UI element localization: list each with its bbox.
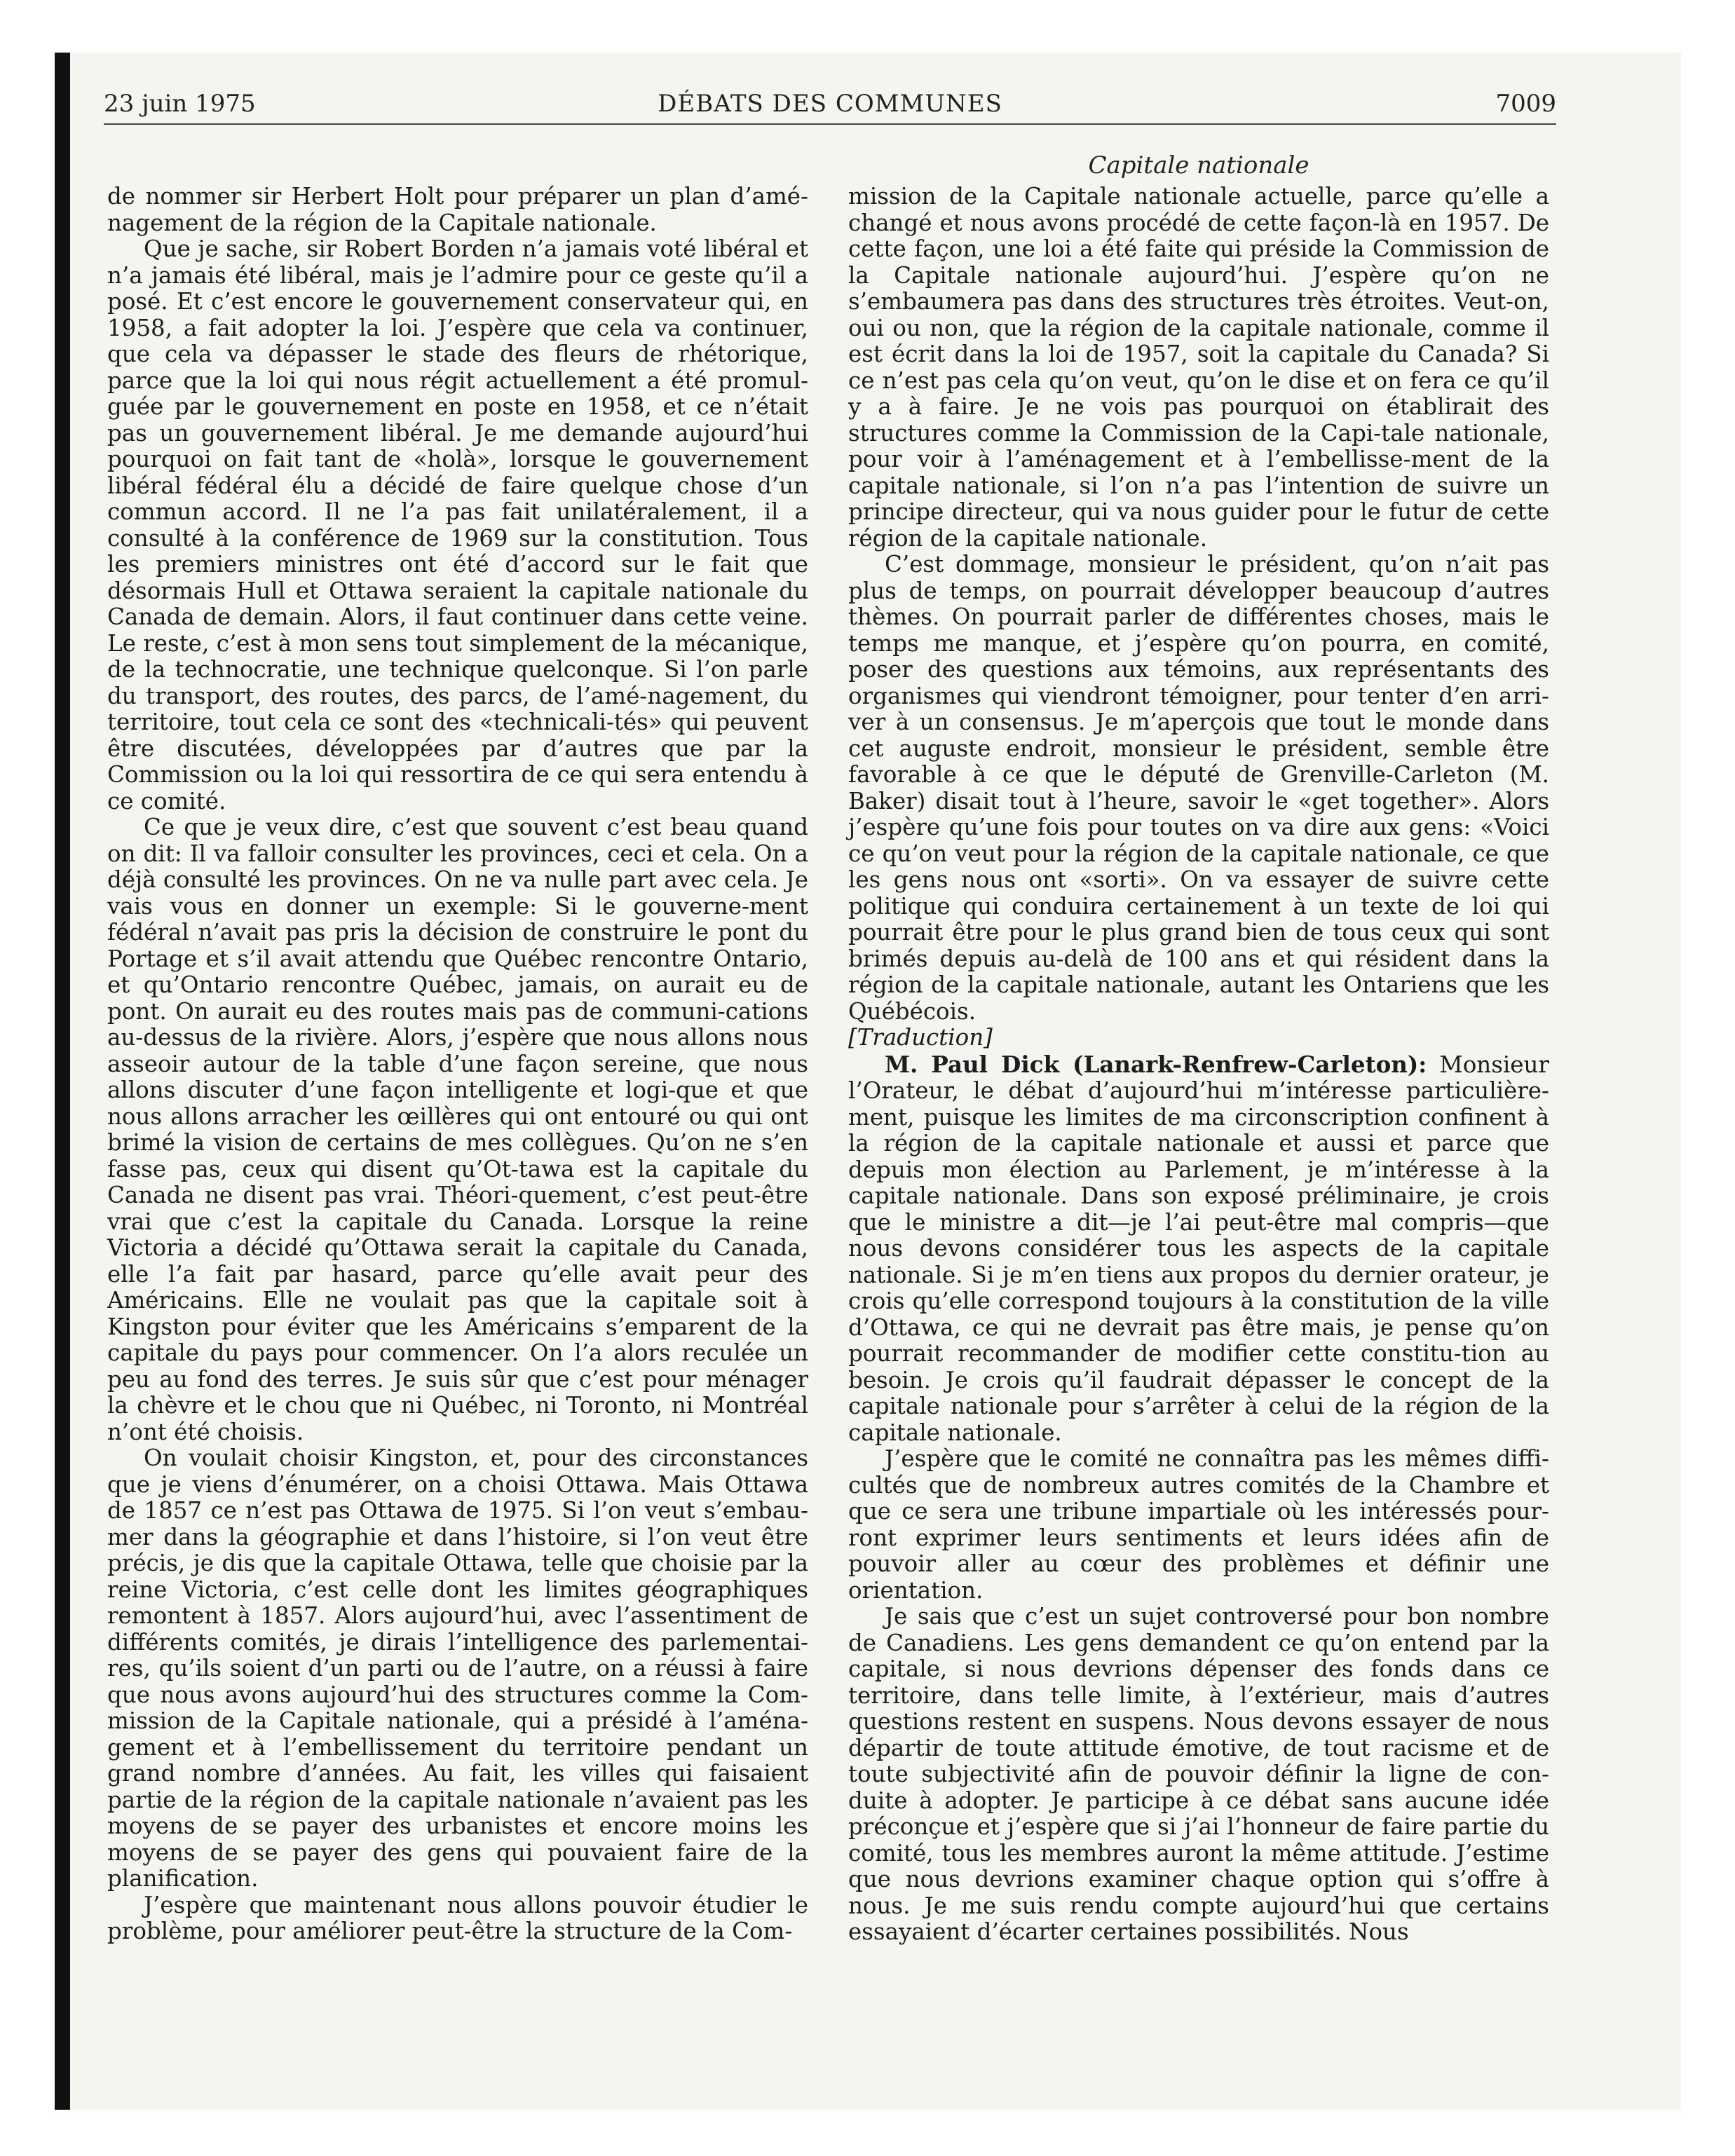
- page-header: [104, 84, 1556, 125]
- paragraph: Je sais que c’est un sujet controversé pour bon nombre de Canadiens. Les gens demandent ce qu’on entend par la capitale, si nous devrions dépenser des fonds dans ce territoire, dans telle limite, à l’extérieur, mais d’autres questions restent en suspens. Nous devons essayer de nous départir de toute attitude émotive, de tout racisme et de toute subjectivité afin de pouvoir définir la ligne de con-duite à adopter. Je participe à ce débat sans aucune idée préconçue et j’espère que si j’ai l’honneur de faire partie du comité, tous les membres auront la même attitude. J’estime que nous devrions examiner chaque option qui s’offre à nous. Je me suis rendu compte aujourd’hui que certains essayaient d’écarter certaines possibilités. Nous: [848, 1603, 1549, 1945]
- paragraph: Que je sache, sir Robert Borden n’a jamais voté libéral et n’a jamais été libéral, mais je l’admire pour ce geste qu’il a posé. Et c’est encore le gouvernement conservateur qui, en 1958, a fait adopter la loi. J’espère que cela va continuer, que cela va dépasser le stade des fleurs de rhétorique, parce que la loi qui nous régit actuellement a été promul-guée par le gouvernement en poste en 1958, et ce n’était pas un gouvernement libéral. Je me demande aujourd’hui pourquoi on fait tant de «holà», lorsque le gouvernement libéral fédéral élu a décidé de faire quelque chose d’un commun accord. Il ne l’a pas fait unilatéralement, il a consulté à la conférence de 1969 sur la constitution. Tous les premiers ministres ont été d’accord sur le fait que désormais Hull et Ottawa seraient la capitale nationale du Canada de demain. Alors, il faut continuer dans cette veine. Le reste, c’est à mon sens tout simplement de la mécanique, de la technocratie, une technique quelconque. Si l’on parle du transport, des routes, des parcs, de l’amé-nagement, du territoire, tout cela ce sont des «technicali-tés» qui peuvent être discutées, développées par d’autres que par la Commission ou la loi qui ressortira de ce qui sera entendu à ce comité.: [107, 236, 808, 814]
- paragraph: Ce que je veux dire, c’est que souvent c’est beau quand on dit: Il va falloir consulter les provinces, ceci et cela. On a déjà consulté les provinces. On ne va nulle part avec cela. Je vais vous en donner un exemple: Si le gouverne-ment fédéral n’avait pas pris la décision de construire le pont du Portage et s’il avait attendu que Québec rencontre Ontario, et qu’Ontario rencontre Québec, jamais, on aurait eu de pont. On aurait eu des routes mais pas de communi-cations au-dessus de la rivière. Alors, j’espère que nous allons nous asseoir autour de la table d’une façon sereine, que nous allons discuter d’une façon intelligente et logi-que et que nous allons arracher les œillères qui ont entouré ou qui ont brimé la vision de certains de mes collègues. Qu’on ne s’en fasse pas, ceux qui disent qu’Ot-tawa est la capitale du Canada ne disent pas vrai. Théori-quement, c’est peut-être vrai que c’est la capitale du Canada. Lorsque la reine Victoria a décidé qu’Ottawa serait la capitale du Canada, elle l’a fait par hasard, parce qu’elle avait peur des Américains. Elle ne voulait pas que la capitale soit à Kingston pour éviter que les Américains s’emparent de la capitale du pays pour commencer. On l’a alors reculée un peu au fond des terres. Je suis sûr que c’est pour ménager la chèvre et le chou que ni Québec, ni Toronto, ni Montréal n’ont été choisis.: [107, 814, 808, 1445]
- paragraph: mission de la Capitale nationale actuelle, parce qu’elle a changé et nous avons procédé de cette façon-là en 1957. De cette façon, une loi a été faite qui préside la Commission de la Capitale nationale aujourd’hui. J’espère qu’on ne s’embaumera pas dans des structures très étroites. Veut-on, oui ou non, que la région de la capitale nationale, comme il est écrit dans la loi de 1957, soit la capitale du Canada? Si ce n’est pas cela qu’on veut, qu’on le dise et on fera ce qu’il y a à faire. Je ne vois pas pourquoi on établirait des structures comme la Commission de la Capi-tale nationale, pour voir à l’aménagement et à l’embellisse-ment de la capitale nationale, si l’on n’a pas l’intention de suivre un principe directeur, qui va nous guider pour le futur de cette région de la capitale nationale.: [848, 183, 1549, 552]
- header-date: 23 juin 1975: [104, 90, 256, 118]
- left-column: [107, 184, 808, 1945]
- speech-paragraph: [848, 1051, 1549, 1447]
- paragraph: J’espère que le comité ne connaîtra pas les mêmes diffi-cultés que de nombreux autres comités de la Chambre et que ce sera une tribune impartiale où les intéressés pour-ront exprimer leurs sentiments et leurs idées afin de pouvoir aller au cœur des problèmes et définir une orientation.: [848, 1445, 1549, 1604]
- section-heading: Capitale nationale: [1088, 151, 1309, 179]
- speech-text: Monsieur l’Orateur, le débat d’aujourd’hui m’intéresse particulière-ment, puisque les limites de ma circonscription confinent à la région de la capitale nationale et aussi et parce que depuis mon élection au Parlement, je m’intéresse à la capitale nationale. Dans son exposé préliminaire, je crois que le ministre a dit—je l’ai peut-être mal compris—que nous devons considérer tous les aspects de la capitale nationale. Si je m’en tiens aux propos du dernier orateur, je crois qu’elle correspond toujours à la constitution de la ville d’Ottawa, ce qui ne devrait pas être mais, je pense qu’on pourrait recommander de modifier cette constitu-tion au besoin. Je crois qu’il faudrait dépasser le concept de la capitale nationale pour s’arrêter à celui de la région de la capitale nationale.: [848, 1051, 1549, 1446]
- header-page-number: 7009: [1495, 90, 1556, 118]
- speaker-name: M. Paul Dick (Lanark-Renfrew-Carleton):: [885, 1050, 1427, 1078]
- paragraph: de nommer sir Herbert Holt pour préparer un plan d’amé-nagement de la région de la Capitale nationale.: [107, 183, 808, 236]
- paragraph: J’espère que maintenant nous allons pouvoir étudier le problème, pour améliorer peut-être la structure de la Com-: [107, 1891, 808, 1944]
- paragraph: On voulait choisir Kingston, et, pour des circonstances que je viens d’énumérer, on a choisi Ottawa. Mais Ottawa de 1857 ce n’est pas Ottawa de 1975. Si l’on veut s’embau-mer dans la géographie et dans l’histoire, si l’on veut être précis, je dis que la capitale Ottawa, telle que choisie par la reine Victoria, c’est celle dont les limites géographiques remontent à 1857. Alors aujourd’hui, avec l’assentiment de différents comités, je dirais l’intelligence des parlementai-res, qu’ils soient d’un parti ou de l’autre, on a réussi à faire que nous avons aujourd’hui des structures comme la Com-mission de la Capitale nationale, qui a présidé à l’aména-gement et à l’embellissement du territoire pendant un grand nombre d’années. Au fait, les villes qui faisaient partie de la région de la capitale nationale n’avaient pas les moyens de se payer des urbanistes et encore moins les moyens de se payer des gens qui pouvaient faire de la planification.: [107, 1445, 808, 1892]
- paragraph: C’est dommage, monsieur le président, qu’on n’ait pas plus de temps, on pourrait développer beaucoup d’autres thèmes. On pourrait parler de différentes choses, mais le temps me manque, et j’espère qu’on pourra, en comité, poser des questions aux témoins, aux représentants des organismes qui viendront témoigner, pour tenter d’en arri-ver à un consensus. Je m’aperçois que tout le monde dans cet auguste endroit, monsieur le président, semble être favorable à ce que le député de Grenville-Carleton (M. Baker) disait tout à l’heure, savoir le «get together». Alors j’espère qu’une fois pour toutes on va dire aux gens: «Voici ce qu’on veut pour la région de la capitale nationale, ce que les gens nous ont «sorti». On va essayer de suivre cette politique qui conduira certainement à un texte de loi qui pourrait être pour le plus grand bien de tous ceux qui sont brimés depuis au-delà de 100 ans et qui résident dans la région de la capitale nationale, autant les Ontariens que les Québécois.: [848, 551, 1549, 1025]
- scan-edge-bar: [55, 53, 70, 2110]
- header-title: DÉBATS DES COMMUNES: [658, 90, 1002, 118]
- traduction-label: [Traduction]: [848, 1024, 993, 1051]
- right-column: [848, 184, 1549, 1946]
